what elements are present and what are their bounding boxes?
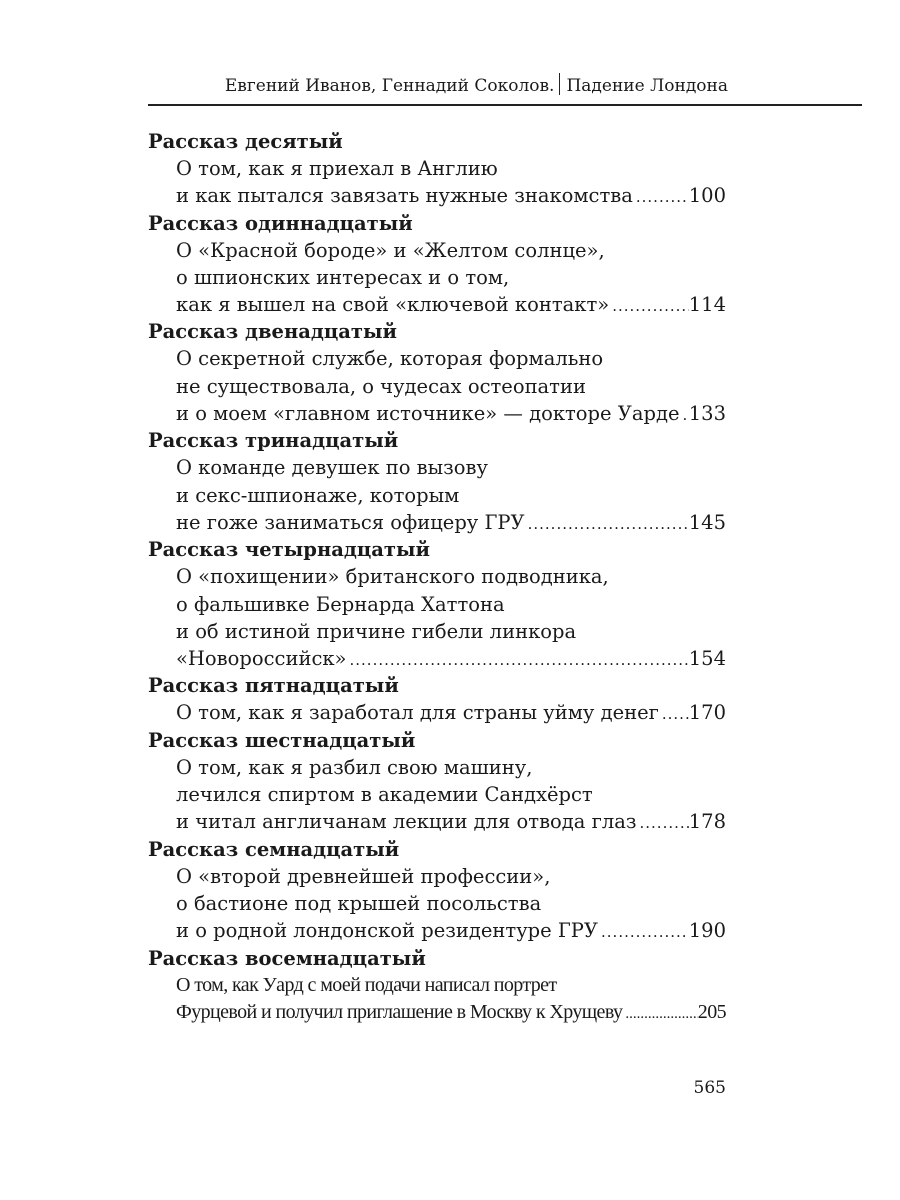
page-reference: 205 bbox=[697, 1000, 726, 1023]
dot-leader bbox=[622, 1001, 697, 1028]
chapter-description-line: лечился спиртом в академии Сандхёрст bbox=[176, 783, 593, 807]
chapter-description-line bbox=[148, 699, 726, 726]
page-reference: 190 bbox=[688, 919, 726, 943]
toc-entry bbox=[148, 210, 726, 319]
table-of-contents bbox=[148, 128, 726, 1026]
page-reference: 100 bbox=[688, 184, 726, 208]
page-reference: 178 bbox=[688, 810, 726, 834]
chapter-title: Рассказ двенадцатый bbox=[148, 320, 397, 344]
chapter-description-line: не существовала, о чудесах остеопатии bbox=[176, 374, 586, 398]
chapter-description-line bbox=[148, 999, 726, 1026]
chapter-description-line: о шпионских интересах и о том, bbox=[176, 265, 510, 289]
dot-leader bbox=[598, 919, 689, 946]
chapter-description-line bbox=[148, 291, 726, 318]
chapter-description-text: не гоже заниматься офицеру ГРУ bbox=[176, 510, 525, 534]
header-authors: Евгений Иванов, Геннадий Соколов. bbox=[224, 76, 555, 96]
toc-entry bbox=[148, 945, 726, 1027]
chapter-description-text: «Новороссийск» bbox=[176, 647, 347, 671]
chapter-title: Рассказ шестнадцатый bbox=[148, 728, 416, 752]
dot-leader bbox=[659, 701, 689, 728]
chapter-description-line: О том, как я приехал в Англию bbox=[176, 157, 498, 180]
page-reference: 145 bbox=[688, 510, 726, 534]
chapter-description-text: как я вышел на свой «ключевой контакт» bbox=[176, 293, 610, 317]
toc-entry bbox=[148, 836, 726, 945]
chapter-description-text: и как пытался завязать нужные знакомства bbox=[176, 184, 633, 208]
chapter-title: Рассказ четырнадцатый bbox=[148, 538, 430, 562]
chapter-description-line: О команде девушек по вызову bbox=[176, 456, 488, 480]
running-header-text bbox=[225, 73, 728, 96]
chapter-description-line bbox=[148, 509, 726, 536]
chapter-description-text: О том, как я заработал для страны уйму денег bbox=[176, 701, 659, 725]
chapter-title: Рассказ семнадцатый bbox=[148, 837, 400, 861]
page-number: 565 bbox=[693, 1078, 726, 1098]
running-header bbox=[148, 70, 862, 106]
chapter-title: Рассказ тринадцатый bbox=[148, 429, 399, 453]
chapter-title: Рассказ восемнадцатый bbox=[148, 946, 426, 970]
toc-entry bbox=[148, 427, 726, 536]
chapter-title: Рассказ одиннадцатый bbox=[148, 211, 413, 235]
chapter-description-line bbox=[148, 182, 726, 209]
chapter-description-line bbox=[148, 645, 726, 672]
chapter-description-text: и читал англичанам лекции для отвода глаз bbox=[176, 810, 637, 834]
chapter-description-line: О «похищении» британского подводника, bbox=[176, 565, 609, 589]
header-book-title: Падение Лондона bbox=[566, 76, 728, 96]
dot-leader bbox=[525, 511, 689, 538]
chapter-description-text: и о родной лондонской резидентуре ГРУ bbox=[176, 919, 599, 943]
chapter-title: Рассказ десятый bbox=[148, 130, 343, 153]
chapter-description-line: и секс-шпионаже, которым bbox=[176, 483, 460, 507]
toc-entry bbox=[148, 318, 726, 427]
dot-leader bbox=[637, 810, 689, 837]
chapter-description-line: о фальшивке Бернарда Хаттона bbox=[176, 592, 505, 616]
chapter-description-line: О том, как Уард с моей подачи написал портрет bbox=[176, 973, 557, 996]
chapter-title: Рассказ пятнадцатый bbox=[148, 674, 399, 698]
chapter-description-text: Фурцевой и получил приглашение в Москву к Хрущеву bbox=[176, 1000, 623, 1023]
toc-entry bbox=[148, 727, 726, 836]
chapter-description-line: О секретной службе, которая формально bbox=[176, 347, 604, 371]
header-separator bbox=[559, 73, 560, 95]
dot-leader bbox=[680, 402, 689, 429]
page-reference: 133 bbox=[688, 402, 726, 426]
chapter-description-line bbox=[148, 917, 726, 944]
chapter-description-line: о бастионе под крышей посольства bbox=[176, 891, 542, 915]
chapter-description-line: О «второй древнейшей профессии», bbox=[176, 864, 551, 888]
page-reference: 154 bbox=[688, 647, 726, 671]
chapter-description-line bbox=[148, 400, 726, 427]
page-reference: 170 bbox=[688, 701, 726, 725]
toc-entry bbox=[148, 672, 726, 726]
dot-leader bbox=[609, 293, 689, 320]
dot-leader bbox=[633, 184, 689, 211]
chapter-description-line bbox=[148, 808, 726, 835]
chapter-description-line: О том, как я разбил свою машину, bbox=[176, 755, 533, 779]
toc-entry bbox=[148, 536, 726, 672]
chapter-description-text: и о моем «главном источнике» — докторе Уарде bbox=[176, 402, 680, 426]
chapter-description-line: О «Красной бороде» и «Желтом солнце», bbox=[176, 238, 605, 262]
toc-entry bbox=[148, 128, 726, 210]
page-reference: 114 bbox=[688, 293, 726, 317]
chapter-description-line: и об истиной причине гибели линкора bbox=[176, 619, 577, 643]
dot-leader bbox=[347, 647, 689, 674]
